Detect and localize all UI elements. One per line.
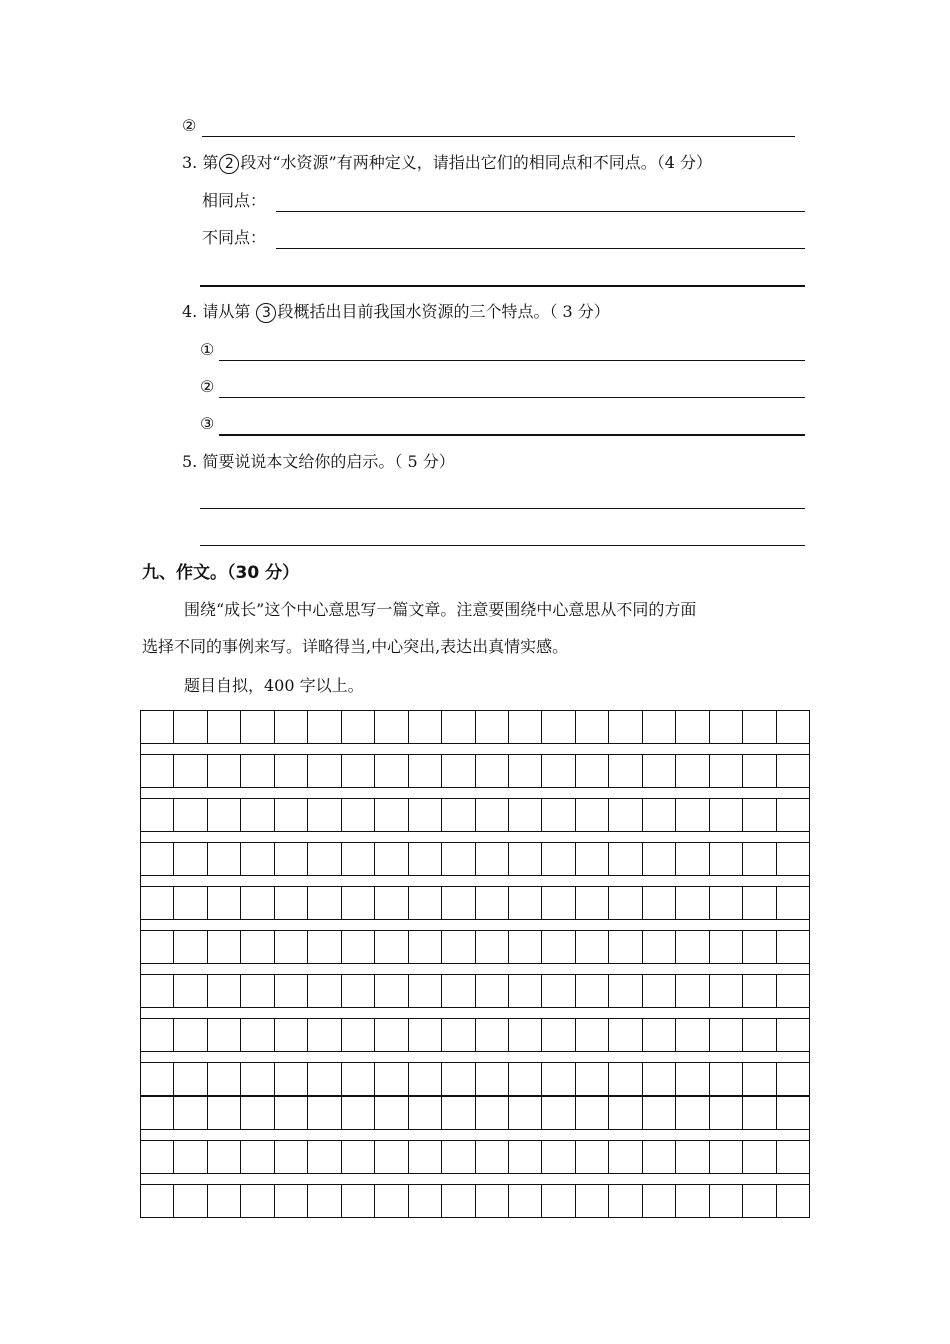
q4-prefix: 4. 请从第 — [182, 302, 256, 321]
grid-cell[interactable] — [742, 842, 775, 876]
grid-cell[interactable] — [475, 1018, 508, 1052]
grid-cell[interactable] — [274, 1184, 307, 1218]
grid-cell[interactable] — [173, 1184, 206, 1218]
grid-row — [140, 1096, 810, 1130]
grid-cell[interactable] — [541, 1062, 574, 1096]
grid-cell[interactable] — [776, 1062, 810, 1096]
grid-cell[interactable] — [441, 1018, 474, 1052]
grid-cell[interactable] — [441, 1096, 474, 1130]
grid-cell[interactable] — [441, 974, 474, 1008]
grid-cell[interactable] — [709, 1062, 742, 1096]
grid-cell[interactable] — [709, 1140, 742, 1174]
grid-cell[interactable] — [642, 1062, 675, 1096]
grid-cell[interactable] — [374, 930, 407, 964]
grid-cell[interactable] — [742, 1096, 775, 1130]
grid-cell[interactable] — [374, 886, 407, 920]
grid-cell[interactable] — [207, 974, 240, 1008]
grid-cell[interactable] — [675, 1096, 708, 1130]
grid-cell[interactable] — [307, 1140, 340, 1174]
grid-cell[interactable] — [274, 842, 307, 876]
grid-cell[interactable] — [274, 710, 307, 744]
grid-cell[interactable] — [475, 710, 508, 744]
grid-cell[interactable] — [307, 1096, 340, 1130]
grid-cell[interactable] — [140, 710, 173, 744]
grid-cell[interactable] — [709, 1184, 742, 1218]
grid-cell[interactable] — [173, 974, 206, 1008]
grid-cell[interactable] — [675, 1062, 708, 1096]
q2-item2-answer-line[interactable] — [202, 136, 795, 137]
grid-cell[interactable] — [173, 886, 206, 920]
grid-cell[interactable] — [341, 710, 374, 744]
grid-cell[interactable] — [307, 1018, 340, 1052]
grid-cell[interactable] — [341, 1062, 374, 1096]
q3-question — [182, 153, 712, 174]
grid-cell[interactable] — [575, 1096, 608, 1130]
grid-cell[interactable] — [207, 1062, 240, 1096]
q3-diff-label: 不同点： — [202, 228, 267, 247]
grid-cell[interactable] — [742, 886, 775, 920]
grid-cell[interactable] — [642, 1184, 675, 1218]
essay-prompt-line-2: 选择不同的事例来写。详略得当,中心突出,表达出真情实感。 — [142, 637, 569, 656]
grid-cell[interactable] — [240, 710, 273, 744]
grid-cell[interactable] — [307, 710, 340, 744]
grid-cell[interactable] — [742, 974, 775, 1008]
grid-cell[interactable] — [508, 1062, 541, 1096]
grid-cell[interactable] — [341, 886, 374, 920]
grid-cell[interactable] — [173, 1062, 206, 1096]
grid-cell[interactable] — [408, 798, 441, 832]
grid-cell[interactable] — [776, 1140, 810, 1174]
grid-cell[interactable] — [475, 842, 508, 876]
essay-heading: 九、作文。（30 分） — [142, 563, 300, 583]
grid-cell[interactable] — [642, 974, 675, 1008]
grid-cell[interactable] — [140, 754, 173, 788]
grid-cell[interactable] — [642, 930, 675, 964]
grid-cell[interactable] — [374, 1062, 407, 1096]
grid-cell[interactable] — [541, 1018, 574, 1052]
grid-cell[interactable] — [207, 842, 240, 876]
grid-cell[interactable] — [173, 710, 206, 744]
grid-cell[interactable] — [140, 798, 173, 832]
grid-cell[interactable] — [475, 798, 508, 832]
grid-cell[interactable] — [608, 710, 641, 744]
grid-cell[interactable] — [608, 1018, 641, 1052]
grid-cell[interactable] — [508, 798, 541, 832]
q4-marker-1: ① — [200, 340, 215, 359]
grid-cell[interactable] — [541, 710, 574, 744]
grid-cell[interactable] — [240, 1018, 273, 1052]
grid-cell[interactable] — [441, 886, 474, 920]
grid-cell[interactable] — [742, 930, 775, 964]
q3-rest: 段对“水资源”有两种定义，请指出它们的相同点和不同点。（4 分） — [240, 153, 712, 172]
grid-cell[interactable] — [675, 842, 708, 876]
grid-cell[interactable] — [240, 1140, 273, 1174]
grid-cell[interactable] — [776, 974, 810, 1008]
grid-cell[interactable] — [508, 1140, 541, 1174]
grid-cell[interactable] — [140, 886, 173, 920]
q4-answer-line-2[interactable] — [219, 397, 805, 398]
grid-row-separator — [140, 832, 810, 842]
grid-cell[interactable] — [140, 1018, 173, 1052]
grid-cell[interactable] — [642, 842, 675, 876]
grid-cell[interactable] — [776, 842, 810, 876]
grid-cell[interactable] — [776, 710, 810, 744]
grid-row — [140, 710, 810, 744]
essay-word-count-note: 题目自拟，400 字以上。 — [184, 676, 364, 695]
grid-cell[interactable] — [441, 930, 474, 964]
grid-row-separator — [140, 1052, 810, 1062]
grid-cell[interactable] — [274, 1096, 307, 1130]
grid-cell[interactable] — [709, 1096, 742, 1130]
grid-cell[interactable] — [140, 930, 173, 964]
grid-cell[interactable] — [374, 1184, 407, 1218]
grid-cell[interactable] — [508, 754, 541, 788]
grid-cell[interactable] — [508, 1096, 541, 1130]
grid-cell[interactable] — [274, 754, 307, 788]
grid-cell[interactable] — [341, 974, 374, 1008]
grid-cell[interactable] — [207, 1096, 240, 1130]
essay-prompt-line-1: 围绕“成长”这个中心意思写一篇文章。注意要围绕中心意思从不同的方面 — [184, 600, 697, 619]
grid-row — [140, 930, 810, 964]
grid-cell[interactable] — [173, 798, 206, 832]
grid-cell[interactable] — [173, 1018, 206, 1052]
grid-cell[interactable] — [441, 710, 474, 744]
grid-cell[interactable] — [374, 1140, 407, 1174]
grid-cell[interactable] — [475, 974, 508, 1008]
grid-cell[interactable] — [140, 1096, 173, 1130]
grid-cell[interactable] — [207, 1140, 240, 1174]
grid-cell[interactable] — [608, 930, 641, 964]
q3-same-label: 相同点： — [202, 191, 267, 210]
q2-item2-marker: ② — [182, 116, 197, 135]
grid-cell[interactable] — [608, 974, 641, 1008]
grid-cell[interactable] — [408, 754, 441, 788]
grid-cell[interactable] — [575, 930, 608, 964]
grid-cell[interactable] — [575, 1184, 608, 1218]
grid-cell[interactable] — [374, 710, 407, 744]
grid-cell[interactable] — [642, 886, 675, 920]
grid-cell[interactable] — [508, 1018, 541, 1052]
grid-cell[interactable] — [408, 1096, 441, 1130]
grid-cell[interactable] — [675, 798, 708, 832]
grid-cell[interactable] — [307, 754, 340, 788]
grid-cell[interactable] — [642, 1018, 675, 1052]
grid-cell[interactable] — [475, 1140, 508, 1174]
grid-cell[interactable] — [274, 1018, 307, 1052]
q5-question: 5. 简要说说本文给你的启示。（ 5 分） — [182, 452, 455, 471]
grid-cell[interactable] — [675, 1018, 708, 1052]
grid-cell[interactable] — [374, 1096, 407, 1130]
grid-cell[interactable] — [642, 710, 675, 744]
grid-cell[interactable] — [575, 886, 608, 920]
grid-cell[interactable] — [608, 1096, 641, 1130]
grid-cell[interactable] — [776, 1184, 810, 1218]
grid-cell[interactable] — [240, 1062, 273, 1096]
grid-cell[interactable] — [274, 974, 307, 1008]
q3-same-answer-line[interactable] — [276, 211, 805, 212]
grid-cell[interactable] — [240, 754, 273, 788]
grid-cell[interactable] — [709, 710, 742, 744]
grid-cell[interactable] — [207, 1018, 240, 1052]
grid-cell[interactable] — [341, 842, 374, 876]
grid-cell[interactable] — [408, 886, 441, 920]
grid-cell[interactable] — [642, 798, 675, 832]
grid-cell[interactable] — [307, 1184, 340, 1218]
grid-cell[interactable] — [541, 754, 574, 788]
grid-cell[interactable] — [307, 974, 340, 1008]
grid-cell[interactable] — [140, 842, 173, 876]
grid-cell[interactable] — [508, 974, 541, 1008]
grid-cell[interactable] — [408, 1184, 441, 1218]
grid-cell[interactable] — [776, 1018, 810, 1052]
grid-row-separator — [140, 744, 810, 754]
grid-row-separator — [140, 876, 810, 886]
grid-cell[interactable] — [475, 1062, 508, 1096]
grid-cell[interactable] — [173, 754, 206, 788]
grid-cell[interactable] — [341, 1140, 374, 1174]
grid-cell[interactable] — [374, 798, 407, 832]
q4-marker-2: ② — [200, 377, 215, 396]
grid-cell[interactable] — [642, 1096, 675, 1130]
grid-cell[interactable] — [341, 1096, 374, 1130]
grid-cell[interactable] — [608, 754, 641, 788]
grid-cell[interactable] — [575, 842, 608, 876]
grid-row-separator — [140, 964, 810, 974]
grid-cell[interactable] — [608, 842, 641, 876]
grid-row — [140, 974, 810, 1008]
grid-cell[interactable] — [341, 1184, 374, 1218]
grid-cell[interactable] — [408, 1062, 441, 1096]
grid-cell[interactable] — [608, 886, 641, 920]
grid-cell[interactable] — [408, 710, 441, 744]
grid-cell[interactable] — [508, 930, 541, 964]
grid-cell[interactable] — [709, 886, 742, 920]
grid-cell[interactable] — [173, 1140, 206, 1174]
q4-marker-3: ③ — [200, 414, 215, 433]
grid-row-separator — [140, 788, 810, 798]
grid-cell[interactable] — [575, 1062, 608, 1096]
grid-cell[interactable] — [709, 1018, 742, 1052]
grid-cell[interactable] — [240, 974, 273, 1008]
grid-cell[interactable] — [274, 930, 307, 964]
grid-cell[interactable] — [541, 798, 574, 832]
grid-cell[interactable] — [541, 1184, 574, 1218]
grid-cell[interactable] — [408, 974, 441, 1008]
grid-cell[interactable] — [709, 754, 742, 788]
grid-cell[interactable] — [608, 1140, 641, 1174]
grid-cell[interactable] — [274, 886, 307, 920]
grid-cell[interactable] — [675, 1140, 708, 1174]
grid-row-separator — [140, 1008, 810, 1018]
grid-cell[interactable] — [541, 1140, 574, 1174]
grid-cell[interactable] — [776, 754, 810, 788]
grid-cell[interactable] — [675, 930, 708, 964]
grid-cell[interactable] — [207, 798, 240, 832]
grid-cell[interactable] — [441, 1140, 474, 1174]
grid-cell[interactable] — [441, 798, 474, 832]
grid-cell[interactable] — [274, 1140, 307, 1174]
grid-cell[interactable] — [541, 930, 574, 964]
grid-cell[interactable] — [776, 798, 810, 832]
grid-cell[interactable] — [642, 1140, 675, 1174]
grid-cell[interactable] — [776, 1096, 810, 1130]
grid-cell[interactable] — [374, 1018, 407, 1052]
grid-cell[interactable] — [776, 930, 810, 964]
grid-cell[interactable] — [173, 930, 206, 964]
grid-row — [140, 754, 810, 788]
grid-cell[interactable] — [575, 754, 608, 788]
grid-cell[interactable] — [173, 1096, 206, 1130]
grid-cell[interactable] — [541, 886, 574, 920]
grid-cell[interactable] — [575, 1018, 608, 1052]
grid-cell[interactable] — [575, 798, 608, 832]
grid-cell[interactable] — [207, 1184, 240, 1218]
q3-paragraph-number: 2 — [219, 154, 239, 174]
grid-cell[interactable] — [475, 1184, 508, 1218]
q3-prefix: 3. 第 — [182, 153, 219, 172]
grid-cell[interactable] — [675, 974, 708, 1008]
grid-cell[interactable] — [608, 798, 641, 832]
grid-row-separator — [140, 1174, 810, 1184]
grid-cell[interactable] — [742, 710, 775, 744]
q4-answer-line-1[interactable] — [219, 360, 805, 361]
grid-cell[interactable] — [508, 710, 541, 744]
grid-cell[interactable] — [709, 842, 742, 876]
grid-cell[interactable] — [575, 1140, 608, 1174]
q3-diff-answer-line-1[interactable] — [276, 248, 805, 249]
grid-cell[interactable] — [742, 1184, 775, 1218]
grid-row — [140, 798, 810, 832]
grid-cell[interactable] — [307, 1062, 340, 1096]
grid-cell[interactable] — [408, 930, 441, 964]
grid-cell[interactable] — [374, 974, 407, 1008]
grid-cell[interactable] — [541, 974, 574, 1008]
grid-cell[interactable] — [709, 930, 742, 964]
grid-cell[interactable] — [240, 842, 273, 876]
grid-cell[interactable] — [274, 798, 307, 832]
grid-cell[interactable] — [173, 842, 206, 876]
grid-cell[interactable] — [240, 798, 273, 832]
grid-cell[interactable] — [675, 886, 708, 920]
grid-cell[interactable] — [742, 798, 775, 832]
q5-answer-line-1[interactable] — [200, 508, 805, 509]
grid-cell[interactable] — [776, 886, 810, 920]
grid-cell[interactable] — [541, 1096, 574, 1130]
grid-cell[interactable] — [207, 930, 240, 964]
grid-cell[interactable] — [575, 974, 608, 1008]
grid-cell[interactable] — [274, 1062, 307, 1096]
grid-cell[interactable] — [541, 842, 574, 876]
grid-cell[interactable] — [441, 842, 474, 876]
grid-cell[interactable] — [240, 1184, 273, 1218]
grid-cell[interactable] — [441, 754, 474, 788]
grid-cell[interactable] — [475, 1096, 508, 1130]
grid-cell[interactable] — [742, 754, 775, 788]
grid-cell[interactable] — [475, 930, 508, 964]
grid-cell[interactable] — [374, 842, 407, 876]
grid-row — [140, 1184, 810, 1218]
grid-cell[interactable] — [140, 1062, 173, 1096]
grid-cell[interactable] — [307, 842, 340, 876]
grid-cell[interactable] — [207, 710, 240, 744]
grid-cell[interactable] — [475, 754, 508, 788]
grid-cell[interactable] — [642, 754, 675, 788]
grid-row — [140, 886, 810, 920]
grid-cell[interactable] — [575, 710, 608, 744]
grid-cell[interactable] — [508, 1184, 541, 1218]
grid-cell[interactable] — [608, 1062, 641, 1096]
grid-cell[interactable] — [341, 754, 374, 788]
grid-cell[interactable] — [742, 1140, 775, 1174]
essay-writing-grid[interactable] — [140, 710, 810, 1218]
q4-answer-line-3[interactable] — [219, 434, 805, 436]
grid-cell[interactable] — [207, 886, 240, 920]
grid-row — [140, 1062, 810, 1096]
grid-cell[interactable] — [508, 842, 541, 876]
grid-cell[interactable] — [240, 1096, 273, 1130]
grid-cell[interactable] — [441, 1062, 474, 1096]
grid-cell[interactable] — [675, 754, 708, 788]
grid-cell[interactable] — [207, 754, 240, 788]
q4-paragraph-number: 3 — [256, 303, 276, 323]
grid-cell[interactable] — [240, 886, 273, 920]
q5-answer-line-2[interactable] — [200, 545, 805, 546]
grid-row — [140, 1140, 810, 1174]
grid-cell[interactable] — [341, 1018, 374, 1052]
grid-cell[interactable] — [240, 930, 273, 964]
grid-cell[interactable] — [408, 1140, 441, 1174]
grid-cell[interactable] — [307, 886, 340, 920]
grid-cell[interactable] — [341, 798, 374, 832]
grid-cell[interactable] — [709, 974, 742, 1008]
q4-rest: 段概括出目前我国水资源的三个特点。（ 3 分） — [277, 302, 610, 321]
grid-cell[interactable] — [341, 930, 374, 964]
grid-cell[interactable] — [374, 754, 407, 788]
grid-cell[interactable] — [140, 1184, 173, 1218]
grid-cell[interactable] — [742, 1018, 775, 1052]
grid-cell[interactable] — [441, 1184, 474, 1218]
grid-cell[interactable] — [307, 930, 340, 964]
grid-cell[interactable] — [307, 798, 340, 832]
grid-cell[interactable] — [140, 974, 173, 1008]
grid-cell[interactable] — [475, 886, 508, 920]
q3-diff-answer-line-2[interactable] — [200, 285, 805, 287]
grid-cell[interactable] — [709, 798, 742, 832]
grid-row-separator — [140, 1130, 810, 1140]
grid-cell[interactable] — [408, 842, 441, 876]
q4-question — [182, 302, 610, 323]
grid-cell[interactable] — [408, 1018, 441, 1052]
grid-cell[interactable] — [742, 1062, 775, 1096]
grid-cell[interactable] — [675, 1184, 708, 1218]
grid-cell[interactable] — [508, 886, 541, 920]
grid-row-separator — [140, 920, 810, 930]
grid-row — [140, 1018, 810, 1052]
grid-cell[interactable] — [140, 1140, 173, 1174]
grid-row — [140, 842, 810, 876]
grid-cell[interactable] — [675, 710, 708, 744]
grid-cell[interactable] — [608, 1184, 641, 1218]
